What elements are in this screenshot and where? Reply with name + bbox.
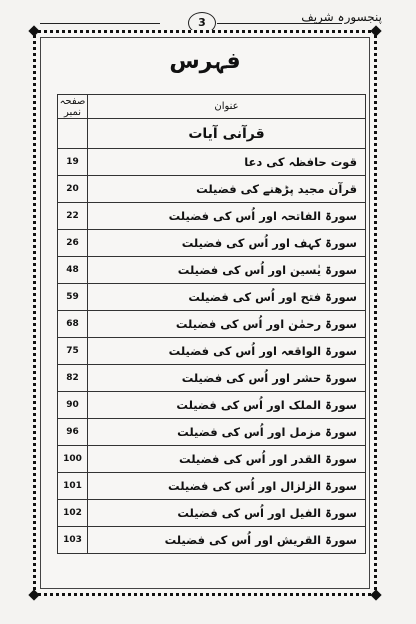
- table-row: [58, 365, 366, 392]
- page-number: 3: [188, 12, 216, 34]
- section-page-cell: [58, 119, 88, 149]
- entry-page-number: 59: [58, 284, 88, 311]
- table-row: [58, 419, 366, 446]
- frame-corner-ornament: [370, 589, 381, 600]
- entry-page-number: 22: [58, 203, 88, 230]
- table-of-contents: [57, 94, 366, 554]
- entry-title: سورۃ الواقعہ اور اُس کی فضیلت: [88, 338, 366, 365]
- header-rule-left: [40, 23, 160, 24]
- entry-title: سورۃ الزلزال اور اُس کی فضیلت: [88, 473, 366, 500]
- page-column-header: صفحہ نمبر: [58, 95, 88, 119]
- table-row: [58, 176, 366, 203]
- entry-page-number: 103: [58, 527, 88, 554]
- entry-title: سورۃ حشر اور اُس کی فضیلت: [88, 365, 366, 392]
- table-row: [58, 446, 366, 473]
- entry-page-number: 96: [58, 419, 88, 446]
- title-column-header: عنوان: [88, 95, 366, 119]
- entry-title: سورۃ الفیل اور اُس کی فضیلت: [88, 500, 366, 527]
- entry-page-number: 26: [58, 230, 88, 257]
- entry-title: سورۃ فتح اور اُس کی فضیلت: [88, 284, 366, 311]
- index-title: فہرس: [169, 49, 241, 74]
- entry-title: سورۃ القدر اور اُس کی فضیلت: [88, 446, 366, 473]
- table-row: [58, 473, 366, 500]
- entry-page-number: 19: [58, 149, 88, 176]
- entry-page-number: 20: [58, 176, 88, 203]
- table-row: [58, 500, 366, 527]
- entry-page-number: 75: [58, 338, 88, 365]
- entry-page-number: 102: [58, 500, 88, 527]
- entry-page-number: 48: [58, 257, 88, 284]
- entry-title: سورۃ الفاتحہ اور اُس کی فضیلت: [88, 203, 366, 230]
- entry-title: سورۃ رحمٰن اور اُس کی فضیلت: [88, 311, 366, 338]
- section-title: قرآنی آیات: [88, 119, 366, 149]
- section-row: [58, 119, 366, 149]
- table-row: [58, 230, 366, 257]
- entry-title: سورۃ القریش اور اُس کی فضیلت: [88, 527, 366, 554]
- entry-page-number: 90: [58, 392, 88, 419]
- entry-title: سورۃ یٰسین اور اُس کی فضیلت: [88, 257, 366, 284]
- entry-page-number: 100: [58, 446, 88, 473]
- table-row: [58, 257, 366, 284]
- book-title: پنجسورہ شریف: [301, 10, 382, 24]
- entry-page-number: 68: [58, 311, 88, 338]
- entry-page-number: 101: [58, 473, 88, 500]
- table-row: [58, 338, 366, 365]
- entry-title: سورۃ کہف اور اُس کی فضیلت: [88, 230, 366, 257]
- entry-title: قرآن مجید پڑھنے کی فضیلت: [88, 176, 366, 203]
- entry-page-number: 82: [58, 365, 88, 392]
- table-row: [58, 527, 366, 554]
- entry-title: قوت حافظہ کی دعا: [88, 149, 366, 176]
- table-row: [58, 149, 366, 176]
- table-row: [58, 284, 366, 311]
- entry-title: سورۃ الملک اور اُس کی فضیلت: [88, 392, 366, 419]
- table-header-row: [58, 95, 366, 119]
- table-row: [58, 311, 366, 338]
- table-row: [58, 203, 366, 230]
- entry-title: سورۃ مزمل اور اُس کی فضیلت: [88, 419, 366, 446]
- frame-corner-ornament: [28, 589, 39, 600]
- table-row: [58, 392, 366, 419]
